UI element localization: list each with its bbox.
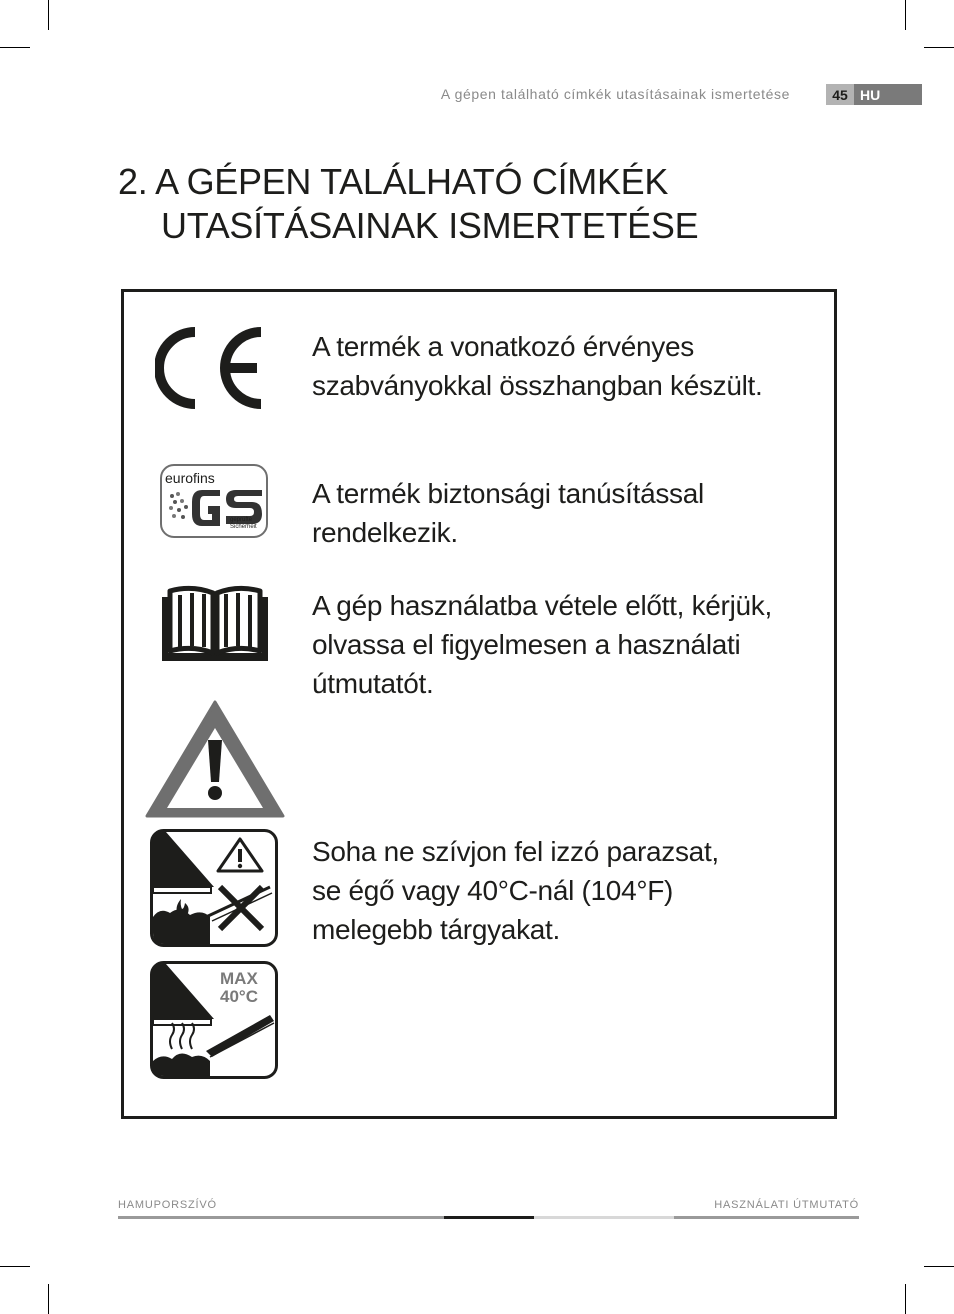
crop-mark <box>48 1284 49 1314</box>
footer-rule <box>118 1216 444 1219</box>
crop-mark <box>0 1266 30 1267</box>
label-text-hot-ash: Soha ne szívjon fel izzó parazsat, se égő vagy 40°C-nál (104°F) melegebb tárgyakat. <box>312 836 719 945</box>
crop-mark <box>924 47 954 48</box>
language-tag: HU <box>854 84 922 105</box>
crop-mark <box>905 1284 906 1314</box>
max-temp-label: 40°C <box>220 987 258 1006</box>
crop-mark <box>924 1266 954 1267</box>
label-text-ce: A termék a vonatkozó érvényes szabványokkal összhangban készült. <box>312 331 763 401</box>
no-hot-ash-icon <box>150 829 278 947</box>
footer-rule <box>674 1216 859 1219</box>
ce-mark-icon <box>155 326 267 410</box>
footer-rule <box>534 1216 674 1219</box>
manual-book-icon <box>158 583 272 663</box>
warning-triangle-icon <box>145 700 285 818</box>
max-label: MAX <box>220 969 258 988</box>
chapter-title-line1: 2. A GÉPEN TALÁLHATÓ CÍMKÉK <box>118 161 669 202</box>
running-header: A gépen található címkék utasításainak ismertetése <box>440 86 790 102</box>
chapter-title-line2: UTASÍTÁSAINAK ISMERTETÉSE <box>161 205 699 246</box>
crop-mark <box>0 47 30 48</box>
label-text-manual: A gép használatba vétele előtt, kérjük, olvassa el figyelmesen a használati útmutatót. <box>312 590 772 699</box>
crop-mark <box>905 0 906 30</box>
eurofins-subtext-2: Sicherheit <box>230 524 257 530</box>
chapter-title <box>118 160 698 248</box>
crop-mark <box>48 0 49 30</box>
page-number: 45 <box>826 84 854 105</box>
max-temperature-icon <box>150 961 278 1079</box>
footer-product-name: HAMUPORSZÍVÓ <box>118 1199 217 1211</box>
footer-doc-type: HASZNÁLATI ÚTMUTATÓ <box>714 1199 859 1211</box>
eurofins-gs-icon <box>160 464 268 538</box>
label-text-gs: A termék biztonsági tanúsítással rendelkezik. <box>312 478 704 548</box>
eurofins-brand: eurofins <box>165 470 215 486</box>
eurofins-subtext-1: geprüfte <box>230 517 253 523</box>
footer-rule <box>444 1216 534 1219</box>
